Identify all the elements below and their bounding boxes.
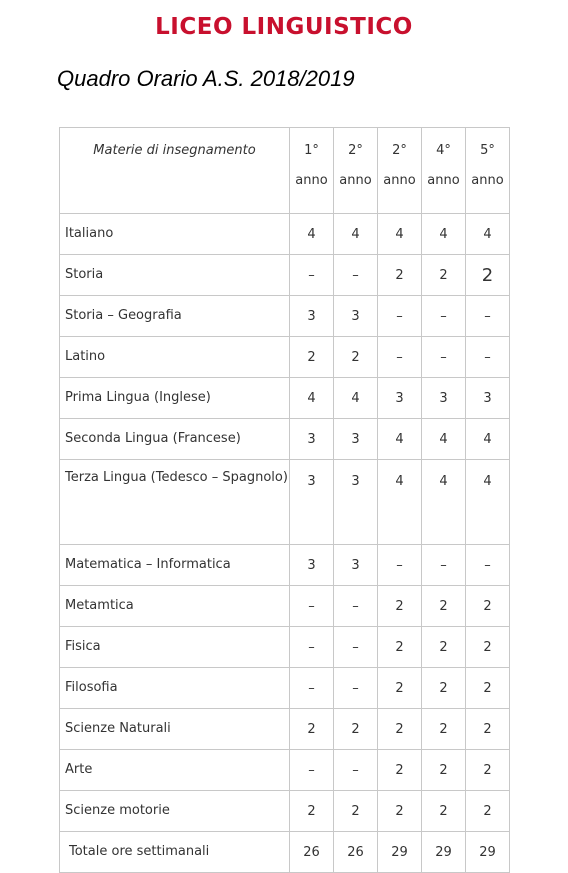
hours-cell: 2 <box>422 750 466 791</box>
total-hours-cell: 26 <box>290 832 334 873</box>
hours-cell: 4 <box>378 460 422 545</box>
hours-cell: 2 <box>466 255 510 296</box>
year-header-3 <box>378 128 422 214</box>
hours-cell: 2 <box>466 586 510 627</box>
hours-cell: 2 <box>378 627 422 668</box>
hours-cell: – <box>334 750 378 791</box>
year-header-4 <box>422 128 466 214</box>
table-row <box>60 627 510 668</box>
hours-cell: 2 <box>422 627 466 668</box>
subject-cell: Filosofia <box>60 668 290 709</box>
hours-cell: 2 <box>466 791 510 832</box>
hours-cell: 2 <box>422 586 466 627</box>
hours-cell: 4 <box>422 460 466 545</box>
subject-cell: Metamtica <box>60 586 290 627</box>
hours-cell: 2 <box>378 709 422 750</box>
table-row <box>60 586 510 627</box>
subject-column-header: Materie di insegnamento <box>60 128 290 214</box>
hours-cell: – <box>422 545 466 586</box>
hours-cell: – <box>378 337 422 378</box>
total-hours-cell: 29 <box>422 832 466 873</box>
hours-cell: 3 <box>334 460 378 545</box>
hours-cell: – <box>466 337 510 378</box>
year-label: anno <box>295 173 328 188</box>
hours-cell: 2 <box>378 750 422 791</box>
schedule-subtitle: Quadro Orario A.S. 2018/2019 <box>57 66 355 91</box>
hours-cell: – <box>290 586 334 627</box>
hours-cell: 2 <box>466 750 510 791</box>
hours-cell: 2 <box>422 255 466 296</box>
table-row <box>60 709 510 750</box>
hours-cell: 2 <box>466 668 510 709</box>
subject-cell: Fisica <box>60 627 290 668</box>
table-row <box>60 791 510 832</box>
hours-cell: 2 <box>378 668 422 709</box>
hours-cell: 3 <box>334 545 378 586</box>
year-number: 4° <box>436 143 451 158</box>
total-label: Totale ore settimanali <box>60 832 290 873</box>
hours-cell: 2 <box>290 791 334 832</box>
hours-cell: 2 <box>466 709 510 750</box>
year-number: 5° <box>480 143 495 158</box>
subject-cell: Latino <box>60 337 290 378</box>
hours-cell: – <box>466 296 510 337</box>
hours-cell: 4 <box>422 419 466 460</box>
subject-cell: Scienze motorie <box>60 791 290 832</box>
subject-cell: Seconda Lingua (Francese) <box>60 419 290 460</box>
hours-cell: – <box>290 255 334 296</box>
schedule-table <box>59 127 510 873</box>
hours-cell: 3 <box>334 419 378 460</box>
year-header-5 <box>466 128 510 214</box>
hours-cell: – <box>466 545 510 586</box>
hours-cell: 2 <box>378 586 422 627</box>
total-hours-cell: 29 <box>378 832 422 873</box>
hours-cell: 3 <box>290 460 334 545</box>
table-row <box>60 378 510 419</box>
year-label: anno <box>471 173 504 188</box>
subject-cell: Matematica – Informatica <box>60 545 290 586</box>
table-row <box>60 337 510 378</box>
hours-cell: 3 <box>466 378 510 419</box>
hours-cell: 3 <box>290 545 334 586</box>
hours-cell: 2 <box>334 709 378 750</box>
subject-cell: Storia – Geografia <box>60 296 290 337</box>
hours-cell: 4 <box>466 419 510 460</box>
hours-cell: 2 <box>378 791 422 832</box>
hours-cell: – <box>378 296 422 337</box>
subject-cell: Arte <box>60 750 290 791</box>
table-row <box>60 296 510 337</box>
hours-cell: – <box>290 668 334 709</box>
subject-cell: Terza Lingua (Tedesco – Spagnolo) <box>60 460 290 545</box>
hours-cell: – <box>290 750 334 791</box>
hours-cell: 3 <box>290 296 334 337</box>
total-row <box>60 832 510 873</box>
subject-cell: Prima Lingua (Inglese) <box>60 378 290 419</box>
hours-cell: 4 <box>422 214 466 255</box>
hours-cell: 2 <box>290 337 334 378</box>
hours-cell: 4 <box>290 378 334 419</box>
hours-cell: – <box>422 337 466 378</box>
hours-cell: 4 <box>334 214 378 255</box>
year-label: anno <box>427 173 460 188</box>
hours-cell: 2 <box>422 668 466 709</box>
hours-cell: 4 <box>466 460 510 545</box>
hours-cell: 2 <box>334 337 378 378</box>
year-header-1 <box>290 128 334 214</box>
table-header-row <box>60 128 510 214</box>
year-number: 2° <box>392 143 407 158</box>
total-hours-cell: 29 <box>466 832 510 873</box>
hours-cell: 4 <box>378 214 422 255</box>
hours-cell: 2 <box>334 791 378 832</box>
hours-cell: – <box>334 586 378 627</box>
hours-cell: – <box>422 296 466 337</box>
table-row <box>60 214 510 255</box>
year-label: anno <box>383 173 416 188</box>
year-number: 2° <box>348 143 363 158</box>
page-title: LICEO LINGUISTICO <box>155 14 413 40</box>
year-number: 1° <box>304 143 319 158</box>
total-hours-cell: 26 <box>334 832 378 873</box>
table-row <box>60 545 510 586</box>
hours-cell: 2 <box>290 709 334 750</box>
table-row <box>60 668 510 709</box>
hours-cell: – <box>334 627 378 668</box>
hours-cell: 3 <box>290 419 334 460</box>
table-row <box>60 460 510 545</box>
table-row <box>60 750 510 791</box>
year-label: anno <box>339 173 372 188</box>
hours-cell: 2 <box>422 791 466 832</box>
table-row <box>60 419 510 460</box>
hours-cell: 2 <box>422 709 466 750</box>
hours-cell: – <box>334 255 378 296</box>
hours-cell: 4 <box>290 214 334 255</box>
hours-cell: 3 <box>334 296 378 337</box>
hours-cell: 3 <box>378 378 422 419</box>
hours-cell: – <box>378 545 422 586</box>
hours-cell: 3 <box>422 378 466 419</box>
hours-cell: – <box>290 627 334 668</box>
hours-cell: 2 <box>378 255 422 296</box>
table-row <box>60 255 510 296</box>
year-header-2 <box>334 128 378 214</box>
hours-cell: 4 <box>466 214 510 255</box>
subject-cell: Italiano <box>60 214 290 255</box>
hours-cell: 4 <box>378 419 422 460</box>
hours-cell: – <box>334 668 378 709</box>
subject-cell: Storia <box>60 255 290 296</box>
subject-cell: Scienze Naturali <box>60 709 290 750</box>
hours-cell: 4 <box>334 378 378 419</box>
hours-cell: 2 <box>466 627 510 668</box>
